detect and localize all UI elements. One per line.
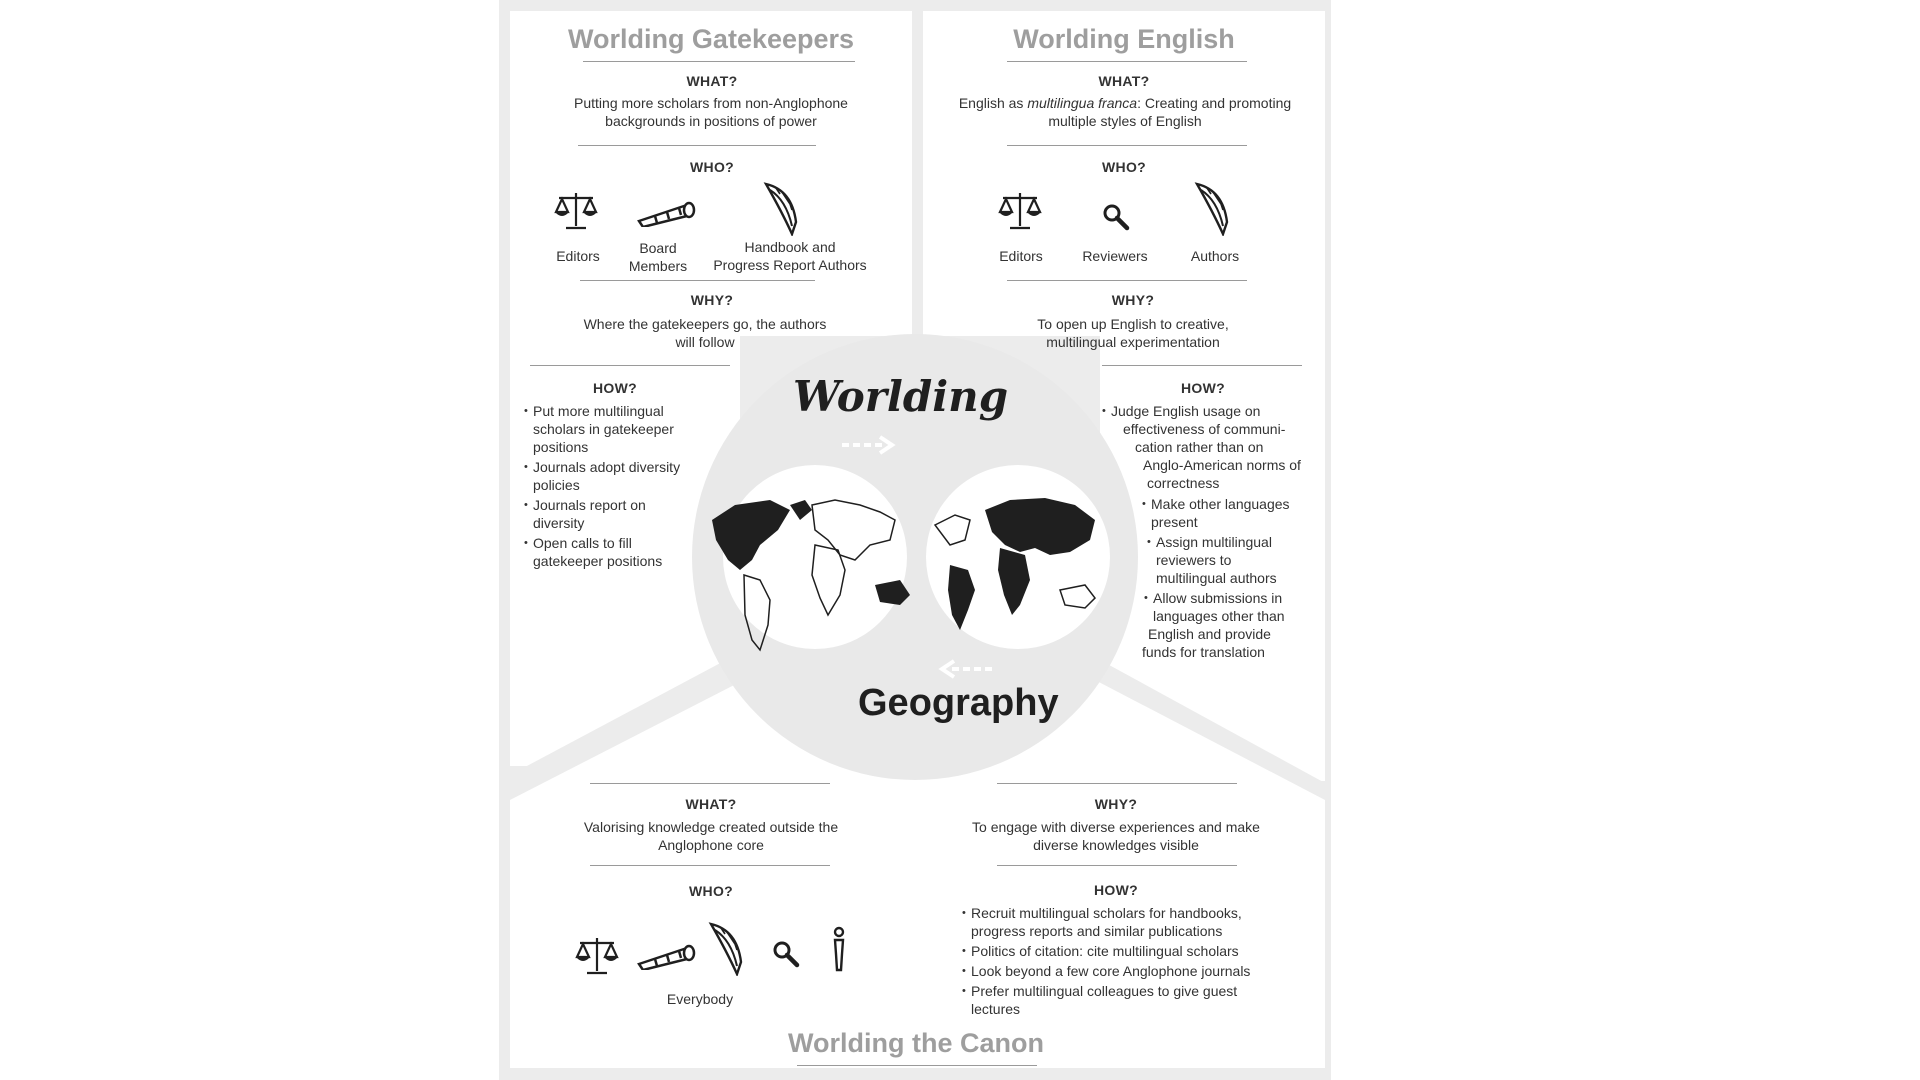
gatekeepers-title-rule [583,61,855,62]
gatekeepers-rule-3 [530,365,730,366]
list-item: • Look beyond a few core Anglophone journals [962,962,1292,980]
telescope-icon [637,197,697,227]
list-item: • Politics of citation: cite multilingual scholars [962,942,1292,960]
canon-rule-why-bottom [997,865,1237,866]
canon-rule-what-top [590,783,830,784]
canon-what-head: WHAT? [685,796,737,812]
gatekeepers-why-head: WHY? [690,292,734,308]
gatekeepers-who-head: WHO? [690,159,734,175]
canon-rule-why-top [997,783,1237,784]
english-rule-1 [1007,145,1247,146]
gatekeepers-rule-1 [578,145,816,146]
canon-title-rule [797,1065,1037,1066]
gatekeepers-what-head: WHAT? [686,73,738,89]
gatekeepers-what-text: Putting more scholars from non-Anglophone backgrounds in positions of power [574,95,848,129]
english-who-authors: Authors [1190,248,1240,264]
center-worlding-label: Worlding [793,372,1009,421]
english-what-head: WHAT? [1098,73,1150,89]
canon-how-list [962,904,1292,1020]
list-item: • Recruit multilingual scholars for handbooks, progress reports and similar publications [962,904,1292,940]
quill-icon [1193,182,1233,236]
scales-icon [554,190,598,232]
canon-title: Worlding the Canon [788,1028,1044,1058]
english-rule-3 [1102,365,1302,366]
gatekeepers-who-board: Board Members [628,240,688,274]
telescope-icon [637,940,697,970]
english-who-head: WHO? [1102,159,1146,175]
canon-rule-what-bottom [590,865,830,866]
canon-what-text: Valorising knowledge created outside the Anglophone core [583,819,839,853]
gatekeepers-how-head: HOW? [593,380,637,396]
english-rule-2 [1007,280,1247,281]
canon-why-text: To engage with diverse experiences and make diverse knowledges visible [972,819,1260,853]
list-item: • Allow submissions in languages other than English and provide funds for translation [1144,589,1317,661]
canon-how-head: HOW? [1094,882,1138,898]
magnifier-icon [772,940,800,968]
canon-who-everybody: Everybody [666,991,734,1007]
list-item: • Judge English usage on effectiveness of communi- cation rather than on Anglo-American norms of correctness [1102,402,1317,492]
english-who-reviewers: Reviewers [1082,248,1148,264]
english-title-rule [1007,61,1247,62]
scales-icon [998,190,1042,232]
list-item: • Prefer multilingual colleagues to give guest lectures [962,982,1292,1018]
scales-icon [575,935,619,977]
person-icon [829,926,849,974]
quill-icon [707,922,747,976]
english-why-head: WHY? [1111,292,1155,308]
gatekeepers-why-text: Where the gatekeepers go, the authors will follow [583,316,827,350]
english-title: Worlding English [1013,24,1235,54]
list-item: • Put more multilingual scholars in gatekeeper positions [524,402,714,456]
canon-who-head: WHO? [689,883,733,899]
english-who-editors: Editors [999,248,1043,264]
gatekeepers-rule-2 [580,280,815,281]
center-geography-label: Geography [858,682,1059,724]
gatekeepers-how-list [524,402,714,572]
list-item: • Assign multilingual reviewers to multilingual authors [1147,533,1317,587]
gatekeepers-who-handbook: Handbook and Progress Report Authors [713,239,867,273]
english-how-list [1102,402,1317,663]
list-item: • Make other languages present [1142,495,1317,531]
canon-why-head: WHY? [1094,796,1138,812]
list-item: • Open calls to fill gatekeeper positions [524,534,714,570]
english-why-text: To open up English to creative, multilingual experimentation [1037,316,1229,350]
english-what-text: English as multilingua franca: Creating and promoting multiple styles of English [958,95,1292,129]
list-item: • Journals adopt diversity policies [524,458,714,494]
gatekeepers-title: Worlding Gatekeepers [567,24,855,54]
list-item: • Journals report on diversity [524,496,714,532]
magnifier-icon [1102,203,1130,231]
english-how-head: HOW? [1181,380,1225,396]
quill-icon [762,182,802,236]
gatekeepers-who-editors: Editors [556,248,600,264]
